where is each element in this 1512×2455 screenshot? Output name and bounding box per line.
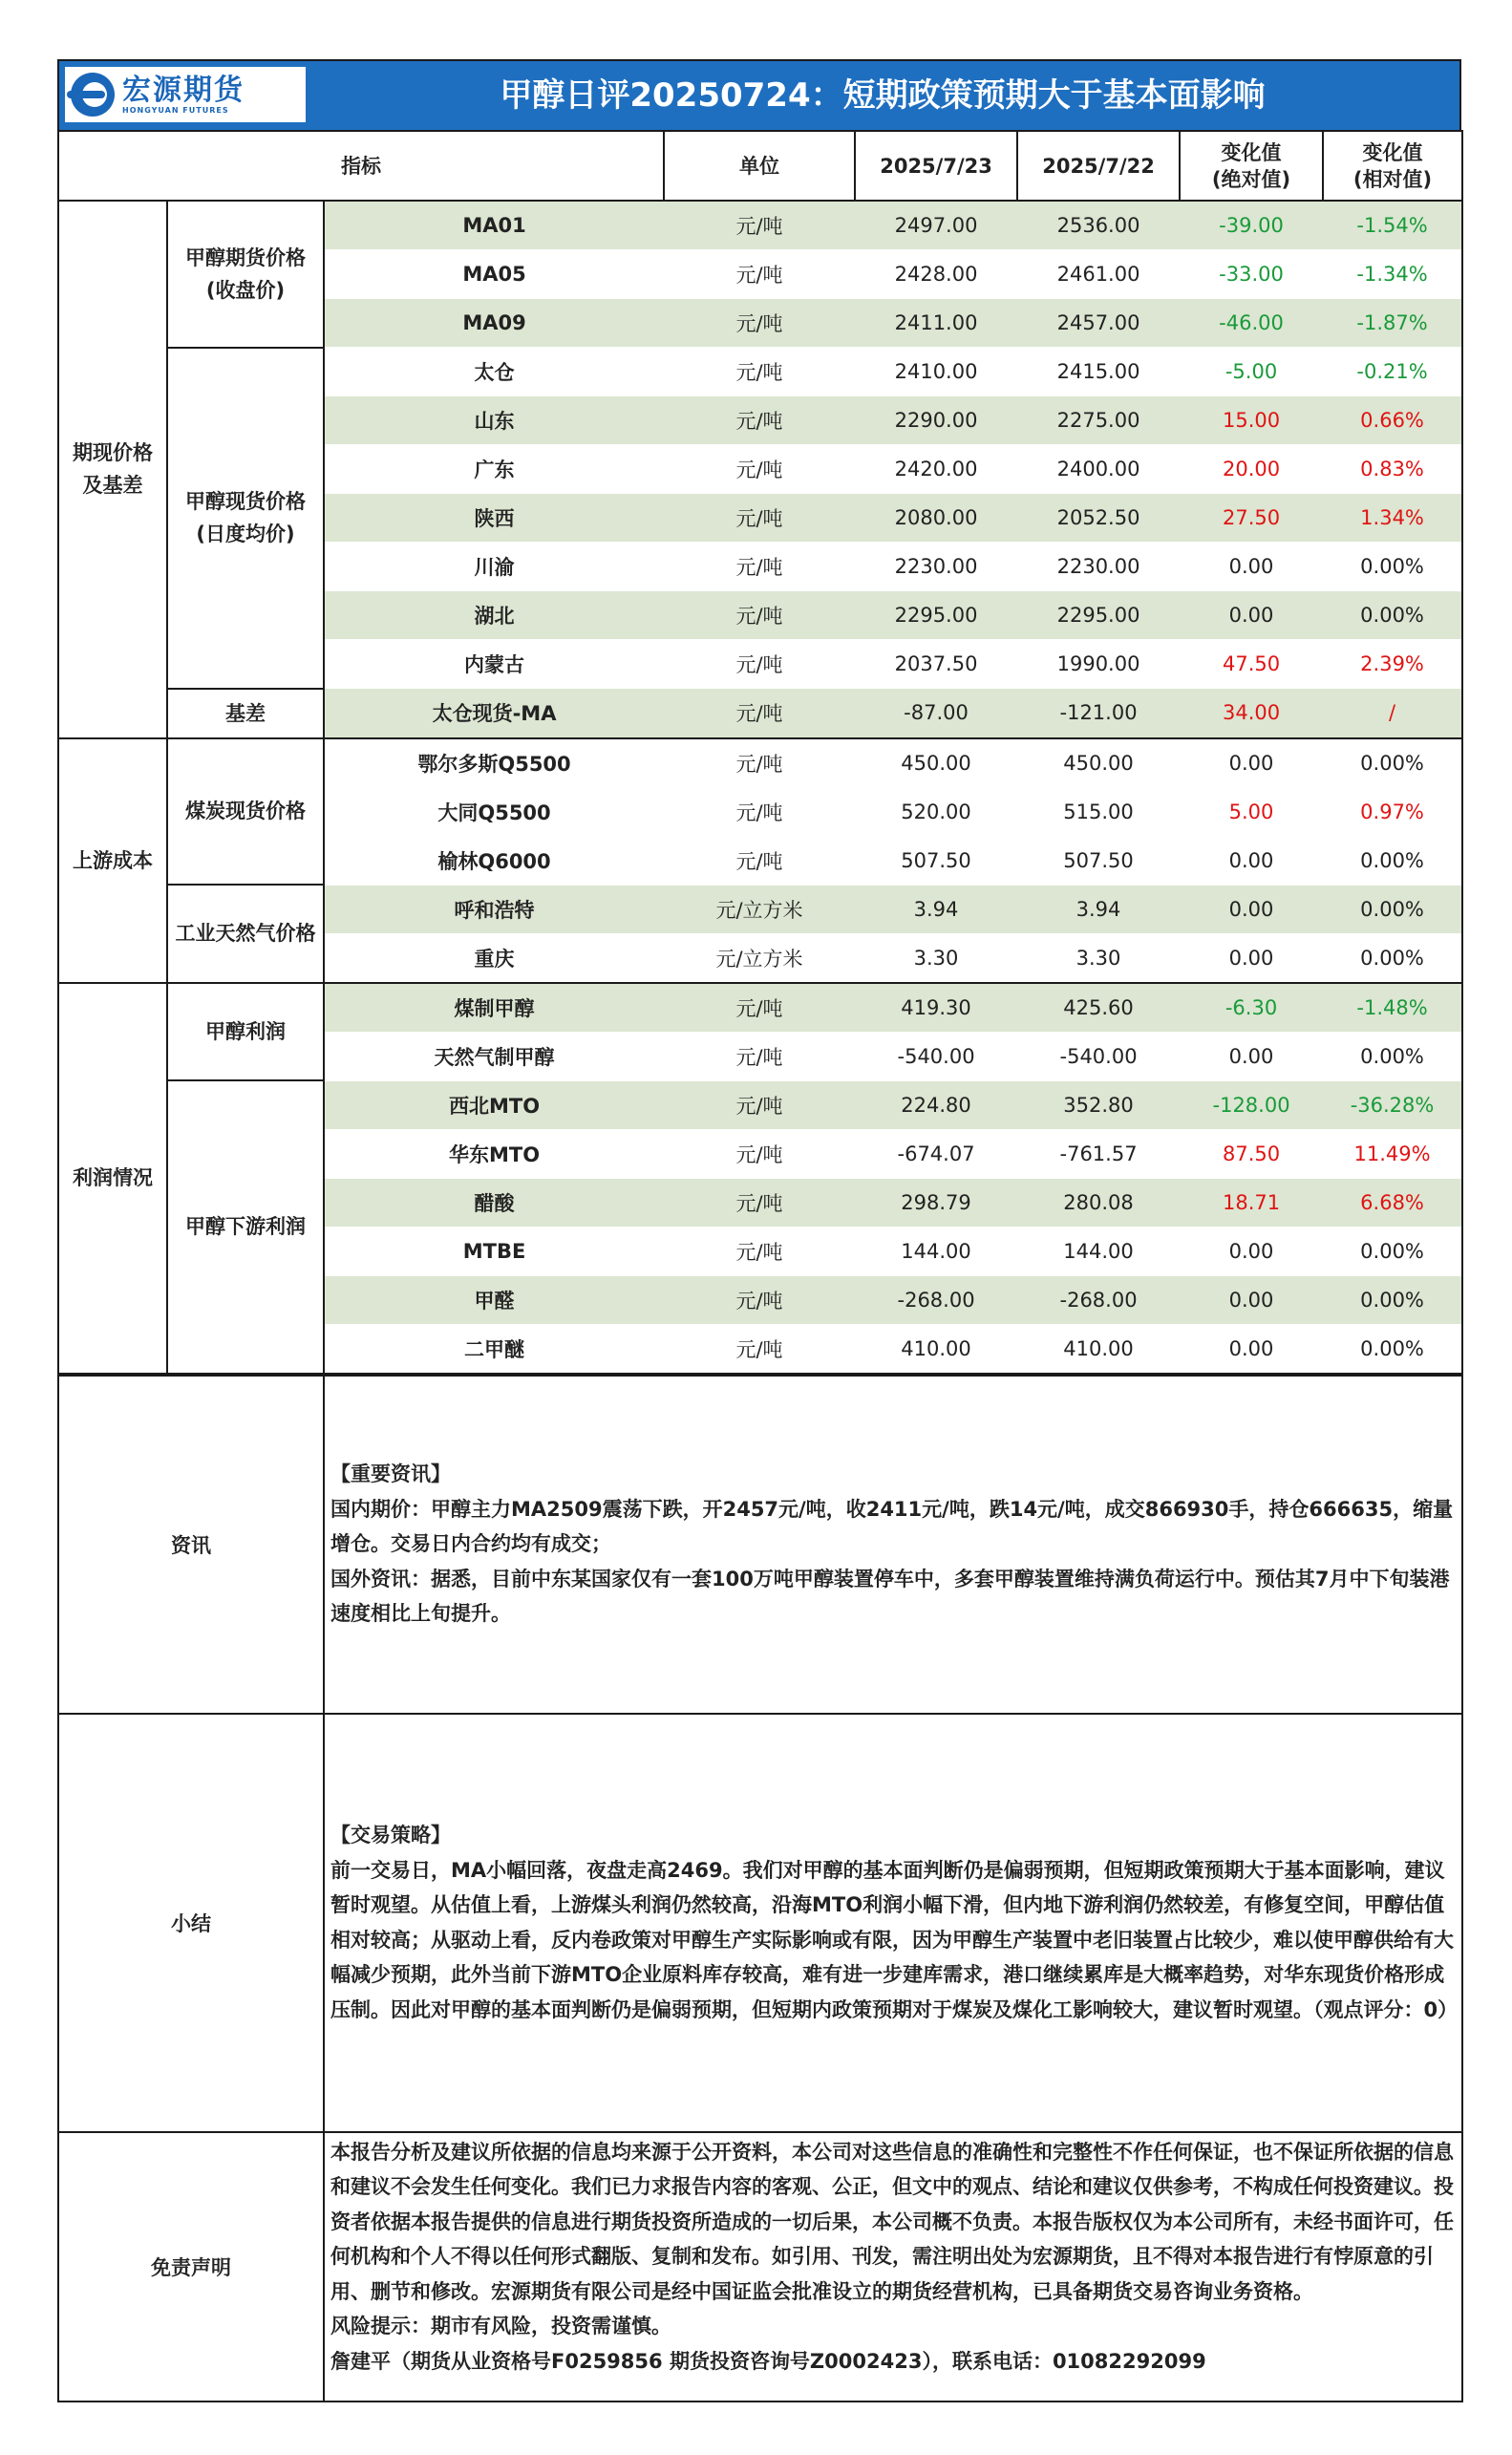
cell-d2: 450.00 <box>1017 738 1180 788</box>
cell-rel: 0.00% <box>1323 836 1462 885</box>
cell-d2: 2415.00 <box>1017 348 1180 396</box>
cell-abs: -6.30 <box>1180 983 1323 1033</box>
cell-rel: 0.97% <box>1323 787 1462 836</box>
cell-d1: 2420.00 <box>855 445 1017 494</box>
cell-abs: 0.00 <box>1180 1032 1323 1080</box>
cell-d2: 2230.00 <box>1017 543 1180 591</box>
cell-unit: 元/吨 <box>664 836 855 885</box>
cell-unit: 元/吨 <box>664 1227 855 1275</box>
cell-unit: 元/吨 <box>664 640 855 689</box>
cell-abs: 0.00 <box>1180 738 1323 788</box>
cell-d2: 425.60 <box>1017 983 1180 1033</box>
summary-heading: 【交易策略】 <box>330 1824 451 1847</box>
cell-unit: 元/吨 <box>664 1080 855 1129</box>
header-rel-change: 变化值 (相对值) <box>1323 131 1462 201</box>
cell-name: 山东 <box>324 396 664 445</box>
cell-abs: 0.00 <box>1180 1227 1323 1275</box>
cell-abs: 27.50 <box>1180 494 1323 543</box>
header-date1: 2025/7/23 <box>855 131 1017 201</box>
table-row <box>58 689 1462 738</box>
report-sheet <box>57 59 1461 2402</box>
cell-abs: 0.00 <box>1180 543 1323 591</box>
cell-name: MA09 <box>324 299 664 348</box>
cell-name: 二甲醚 <box>324 1324 664 1374</box>
disclaimer-label: 免责声明 <box>58 2132 324 2402</box>
cell-abs: 0.00 <box>1180 1324 1323 1374</box>
news-content <box>324 1376 1462 1714</box>
cell-d1: 2411.00 <box>855 299 1017 348</box>
cell-abs: 0.00 <box>1180 933 1323 983</box>
cell-unit: 元/吨 <box>664 348 855 396</box>
subcategory-spot_price: 甲醇现货价格 (日度均价) <box>167 348 324 689</box>
cell-name: 天然气制甲醇 <box>324 1032 664 1080</box>
cell-abs: -33.00 <box>1180 250 1323 299</box>
cell-name: 华东MTO <box>324 1129 664 1178</box>
category-upstream: 上游成本 <box>58 738 167 983</box>
cell-d2: 3.30 <box>1017 933 1180 983</box>
cell-d1: -268.00 <box>855 1275 1017 1324</box>
cell-d2: 2400.00 <box>1017 445 1180 494</box>
cell-unit: 元/吨 <box>664 983 855 1033</box>
cell-rel: 11.49% <box>1323 1129 1462 1178</box>
cell-d2: -761.57 <box>1017 1129 1180 1178</box>
summary-label: 小结 <box>58 1714 324 2132</box>
company-logo <box>65 67 306 122</box>
cell-rel: 0.00% <box>1323 933 1462 983</box>
cell-d1: 2230.00 <box>855 543 1017 591</box>
cell-d2: -121.00 <box>1017 689 1180 738</box>
cell-d1: 2037.50 <box>855 640 1017 689</box>
cell-d2: 2461.00 <box>1017 250 1180 299</box>
subcategory-basis: 基差 <box>167 689 324 738</box>
cell-rel: 0.00% <box>1323 543 1462 591</box>
cell-d2: 2052.50 <box>1017 494 1180 543</box>
cell-name: 重庆 <box>324 933 664 983</box>
summary-body: 前一交易日，MA小幅回落，夜盘走高2469。我们对甲醇的基本面判断仍是偏弱预期，但短期政策预期大于基本面影响，建议暂时观望。从估值上看，上游煤头利润仍然较高，沿海MTO利润小幅下滑，但内地下游利润仍然较差，有修复空间，甲醇估值相对较高；从驱动上看，反内卷政策对甲醇生产实际影响或有限，因为甲醇生产装置中老旧装置占比较少，难以使甲醇供给有大幅减少预期，此外当前下游MTO企业原料库存较高，难有进一步建库需求，港口继续累库是大概率趋势，对华东现货价格形成压制。因此对甲醇的基本面判断仍是偏弱预期，但短期内政策预期对于煤炭及煤化工影响较大，建议暂时观望。（观点评分：0） <box>330 1858 1459 2021</box>
cell-d2: 2457.00 <box>1017 299 1180 348</box>
cell-rel: 0.66% <box>1323 396 1462 445</box>
category-futures_spot: 期现价格 及基差 <box>58 201 167 738</box>
cell-d1: 3.30 <box>855 933 1017 983</box>
cell-d1: 410.00 <box>855 1324 1017 1374</box>
subcategory-downstream_profit: 甲醇下游利润 <box>167 1080 324 1374</box>
cell-rel: -36.28% <box>1323 1080 1462 1129</box>
cell-abs: 15.00 <box>1180 396 1323 445</box>
cell-name: 太仓现货-MA <box>324 689 664 738</box>
cell-d1: 2497.00 <box>855 201 1017 250</box>
cell-name: 醋酸 <box>324 1178 664 1227</box>
cell-name: MTBE <box>324 1227 664 1275</box>
cell-d1: 2080.00 <box>855 494 1017 543</box>
cell-d1: 144.00 <box>855 1227 1017 1275</box>
news-row <box>58 1376 1462 1714</box>
cell-d2: 507.50 <box>1017 836 1180 885</box>
cell-d1: 298.79 <box>855 1178 1017 1227</box>
cell-rel: 0.00% <box>1323 1227 1462 1275</box>
subcategory-coal_spot: 煤炭现货价格 <box>167 738 324 886</box>
report-banner <box>57 59 1461 130</box>
cell-d1: 3.94 <box>855 885 1017 933</box>
cell-rel: 0.00% <box>1323 1032 1462 1080</box>
cell-rel: 0.00% <box>1323 1275 1462 1324</box>
logo-name-cn: 宏源期货 <box>122 73 245 107</box>
header-unit: 单位 <box>664 131 855 201</box>
cell-rel: 6.68% <box>1323 1178 1462 1227</box>
cell-unit: 元/吨 <box>664 543 855 591</box>
cell-name: 煤制甲醇 <box>324 983 664 1033</box>
indicator-table <box>57 130 1463 1375</box>
cell-unit: 元/吨 <box>664 1324 855 1374</box>
cell-name: 鄂尔多斯Q5500 <box>324 738 664 788</box>
cell-name: 榆林Q6000 <box>324 836 664 885</box>
cell-d1: 224.80 <box>855 1080 1017 1129</box>
news-label: 资讯 <box>58 1376 324 1714</box>
cell-name: 呼和浩特 <box>324 885 664 933</box>
cell-d2: 410.00 <box>1017 1324 1180 1374</box>
cell-abs: -39.00 <box>1180 201 1323 250</box>
cell-rel: 0.00% <box>1323 885 1462 933</box>
cell-d2: -268.00 <box>1017 1275 1180 1324</box>
summary-row <box>58 1714 1462 2132</box>
cell-name: 广东 <box>324 445 664 494</box>
cell-unit: 元/吨 <box>664 299 855 348</box>
cell-abs: 0.00 <box>1180 885 1323 933</box>
cell-d1: 2428.00 <box>855 250 1017 299</box>
table-row <box>58 738 1462 788</box>
cell-abs: 34.00 <box>1180 689 1323 738</box>
cell-d1: 2295.00 <box>855 591 1017 640</box>
news-domestic: 国内期价：甲醇主力MA2509震荡下跌，开2457元/吨，收2411元/吨，跌14元/吨，成交866930手，持仓666635，缩量增仓。交易日内合约均有成交； <box>330 1497 1454 1556</box>
cell-d2: 2295.00 <box>1017 591 1180 640</box>
header-abs-change: 变化值 (绝对值) <box>1180 131 1323 201</box>
report-title: 甲醇日评20250724：短期政策预期大于基本面影响 <box>500 76 1266 115</box>
cell-name: 陕西 <box>324 494 664 543</box>
cell-name: MA01 <box>324 201 664 250</box>
commentary-table <box>57 1375 1463 2402</box>
cell-abs: -5.00 <box>1180 348 1323 396</box>
cell-d2: 352.80 <box>1017 1080 1180 1129</box>
cell-name: MA05 <box>324 250 664 299</box>
disclaimer-body: 本报告分析及建议所依据的信息均来源于公开资料，本公司对这些信息的准确性和完整性不作任何保证，也不保证所依据的信息和建议不会发生任何变化。我们已力求报告内容的客观、公正，但文中的观点、结论和建议仅供参考，不构成任何投资建议。投资者依据本报告提供的信息进行期货投资所造成的一切后果，本公司概不负责。本报告版权仅为本公司所有，未经书面许可，任何机构和个人不得以任何形式翻版、复制和发布。如引用、刊发，需注明出处为宏源期货，且不得对本报告进行有悖原意的引用、删节和修改。宏源期货有限公司是经中国证监会批准设立的期货经营机构，已具备期货交易咨询业务资格。 <box>330 2140 1454 2303</box>
cell-d1: 419.30 <box>855 983 1017 1033</box>
cell-name: 川渝 <box>324 543 664 591</box>
cell-name: 内蒙古 <box>324 640 664 689</box>
cell-d1: 520.00 <box>855 787 1017 836</box>
cell-rel: -0.21% <box>1323 348 1462 396</box>
cell-d1: 2410.00 <box>855 348 1017 396</box>
cell-d1: -87.00 <box>855 689 1017 738</box>
table-row <box>58 1080 1462 1129</box>
cell-d1: 450.00 <box>855 738 1017 788</box>
cell-unit: 元/吨 <box>664 396 855 445</box>
logo-name-en: HONGYUAN FUTURES <box>122 105 229 115</box>
cell-d2: 280.08 <box>1017 1178 1180 1227</box>
cell-unit: 元/吨 <box>664 591 855 640</box>
cell-d1: 507.50 <box>855 836 1017 885</box>
category-profit: 利润情况 <box>58 983 167 1374</box>
cell-rel: 2.39% <box>1323 640 1462 689</box>
cell-abs: 0.00 <box>1180 1275 1323 1324</box>
cell-name: 湖北 <box>324 591 664 640</box>
header-date2: 2025/7/22 <box>1017 131 1180 201</box>
table-row <box>58 885 1462 933</box>
cell-rel: 0.83% <box>1323 445 1462 494</box>
cell-d2: -540.00 <box>1017 1032 1180 1080</box>
cell-unit: 元/立方米 <box>664 933 855 983</box>
cell-d2: 515.00 <box>1017 787 1180 836</box>
cell-unit: 元/吨 <box>664 250 855 299</box>
cell-rel: / <box>1323 689 1462 738</box>
cell-name: 太仓 <box>324 348 664 396</box>
cell-abs: -46.00 <box>1180 299 1323 348</box>
cell-d2: 144.00 <box>1017 1227 1180 1275</box>
cell-rel: -1.54% <box>1323 201 1462 250</box>
cell-rel: 1.34% <box>1323 494 1462 543</box>
header-indicator: 指标 <box>58 131 664 201</box>
table-row <box>58 983 1462 1033</box>
cell-rel: 0.00% <box>1323 591 1462 640</box>
cell-unit: 元/立方米 <box>664 885 855 933</box>
cell-unit: 元/吨 <box>664 1032 855 1080</box>
cell-d2: 1990.00 <box>1017 640 1180 689</box>
disclaimer-author: 詹建平（期货从业资格号F0259856 期货投资咨询号Z0002423），联系电话：01082292099 <box>330 2349 1206 2373</box>
cell-abs: 0.00 <box>1180 591 1323 640</box>
cell-unit: 元/吨 <box>664 689 855 738</box>
cell-unit: 元/吨 <box>664 494 855 543</box>
cell-d2: 3.94 <box>1017 885 1180 933</box>
summary-content <box>324 1714 1462 2132</box>
cell-rel: 0.00% <box>1323 1324 1462 1374</box>
cell-d1: -540.00 <box>855 1032 1017 1080</box>
subcategory-methanol_profit: 甲醇利润 <box>167 983 324 1081</box>
cell-unit: 元/吨 <box>664 738 855 788</box>
subcategory-gas_price: 工业天然气价格 <box>167 885 324 983</box>
cell-rel: 0.00% <box>1323 738 1462 788</box>
logo-mark-icon <box>71 73 115 117</box>
cell-abs: -128.00 <box>1180 1080 1323 1129</box>
cell-d2: 2275.00 <box>1017 396 1180 445</box>
cell-unit: 元/吨 <box>664 445 855 494</box>
cell-abs: 0.00 <box>1180 836 1323 885</box>
disclaimer-content <box>324 2132 1462 2402</box>
cell-rel: -1.48% <box>1323 983 1462 1033</box>
cell-unit: 元/吨 <box>664 1129 855 1178</box>
subcategory-futures_price: 甲醇期货价格 (收盘价) <box>167 201 324 348</box>
cell-abs: 18.71 <box>1180 1178 1323 1227</box>
table-row <box>58 201 1462 250</box>
disclaimer-row <box>58 2132 1462 2402</box>
cell-abs: 87.50 <box>1180 1129 1323 1178</box>
news-foreign: 国外资讯：据悉，目前中东某国家仅有一套100万吨甲醇装置停车中，多套甲醇装置维持满负荷运行中。预估其7月中下旬装港速度相比上旬提升。 <box>330 1567 1450 1626</box>
cell-d1: 2290.00 <box>855 396 1017 445</box>
disclaimer-risk: 风险提示：期市有风险，投资需谨慎。 <box>330 2315 671 2338</box>
cell-abs: 20.00 <box>1180 445 1323 494</box>
cell-rel: -1.34% <box>1323 250 1462 299</box>
cell-unit: 元/吨 <box>664 1178 855 1227</box>
cell-d2: 2536.00 <box>1017 201 1180 250</box>
cell-abs: 47.50 <box>1180 640 1323 689</box>
cell-unit: 元/吨 <box>664 1275 855 1324</box>
cell-unit: 元/吨 <box>664 787 855 836</box>
cell-rel: -1.87% <box>1323 299 1462 348</box>
table-row <box>58 348 1462 396</box>
cell-d1: -674.07 <box>855 1129 1017 1178</box>
news-heading: 【重要资讯】 <box>330 1462 451 1486</box>
cell-name: 大同Q5500 <box>324 787 664 836</box>
cell-name: 甲醛 <box>324 1275 664 1324</box>
table-header-row <box>58 131 1462 201</box>
cell-abs: 5.00 <box>1180 787 1323 836</box>
cell-unit: 元/吨 <box>664 201 855 250</box>
cell-name: 西北MTO <box>324 1080 664 1129</box>
